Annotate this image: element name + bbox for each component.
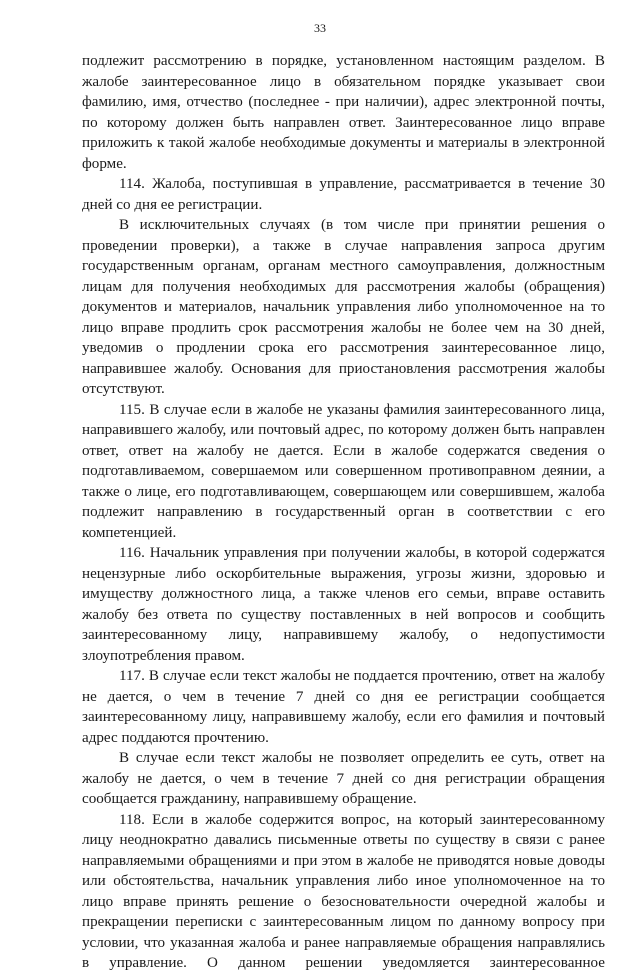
paragraph-114-exceptions: В исключительных случаях (в том числе при принятии решения о проведении проверки), а также в случае направления запроса другим государственным органам, органам местного самоуправления, должностным лицам для получения необходимых для рассмотрения жалобы (обращения) документов и материалов, начальник управления либо уполномоченное на то лицо вправе продлить срок рассмотрения жалобы не более чем на 30 дней, уведомив о продлении срока его рассмотрения заинтересованное лицо, направившее жалобу. Основания для приостановления рассмотрения жалобы отсутствуют. bbox=[82, 217, 605, 397]
paragraph-116: 116. Начальник управления при получении жалобы, в которой содержатся нецензурные либо оскорбительные выражения, угрозы жизни, здоровью и имуществу должностного лица, а также членов его семьи, вправе оставить жалобу без ответа по существу поставленных в ней вопросов и сообщить заинтересованному лицу, направившему жалобу, о недопустимости злоупотребления правом. bbox=[82, 545, 605, 664]
paragraph-continuation: подлежит рассмотрению в порядке, установленном настоящим разделом. В жалобе заинтересованное лицо в обязательном порядке указывает свои фамилию, имя, отчество (последнее - при наличии), адрес электронной почты, по которому должен быть направлен ответ. Заинтересованное лицо вправе приложить к такой жалобе необходимые документы и материалы в электронной форме. bbox=[82, 53, 605, 172]
paragraph-114: 114. Жалоба, поступившая в управление, рассматривается в течение 30 дней со дня ее регистрации. bbox=[82, 176, 605, 213]
document-body bbox=[82, 51, 605, 974]
paragraph-117-essence: В случае если текст жалобы не позволяет определить ее суть, ответ на жалобу не дается, о чем в течение 7 дней со дня регистрации обращения сообщается гражданину, направившему обращение. bbox=[82, 750, 605, 807]
paragraph-115: 115. В случае если в жалобе не указаны фамилия заинтересованного лица, направившего жалобу, или почтовый адрес, по которому должен быть направлен ответ, ответ на жалобу не дается. Если в жалобе содержатся сведения о подготавливаемом, совершаемом или совершенном противоправном деянии, а также о лице, его подготавливающем, совершающем или совершившем, жалоба подлежит направлению в государственный орган в соответствии с его компетенцией. bbox=[82, 401, 605, 541]
paragraph-117: 117. В случае если текст жалобы не поддается прочтению, ответ на жалобу не дается, о чем в течение 7 дней со дня ее регистрации сообщается заинтересованному лицу, направившему жалобу, если его фамилия и почтовый адрес поддаются прочтению. bbox=[82, 668, 605, 746]
paragraph-118: 118. Если в жалобе содержится вопрос, на который заинтересованному лицу неоднократно давались письменные ответы по существу в связи с ранее направляемыми обращениями и при этом в жалобе не приводятся новые доводы или обстоятельства, начальник управления либо иное уполномоченное на то лицо вправе принять решение о безосновательности очередной жалобы и прекращении переписки с заинтересованным лицом по данному вопросу при условии, что указанная жалоба и ранее направляемые обращения направлялись в управление. О данном решении уведомляется заинтересованное bbox=[82, 811, 605, 971]
page-number: 33 bbox=[314, 21, 326, 35]
